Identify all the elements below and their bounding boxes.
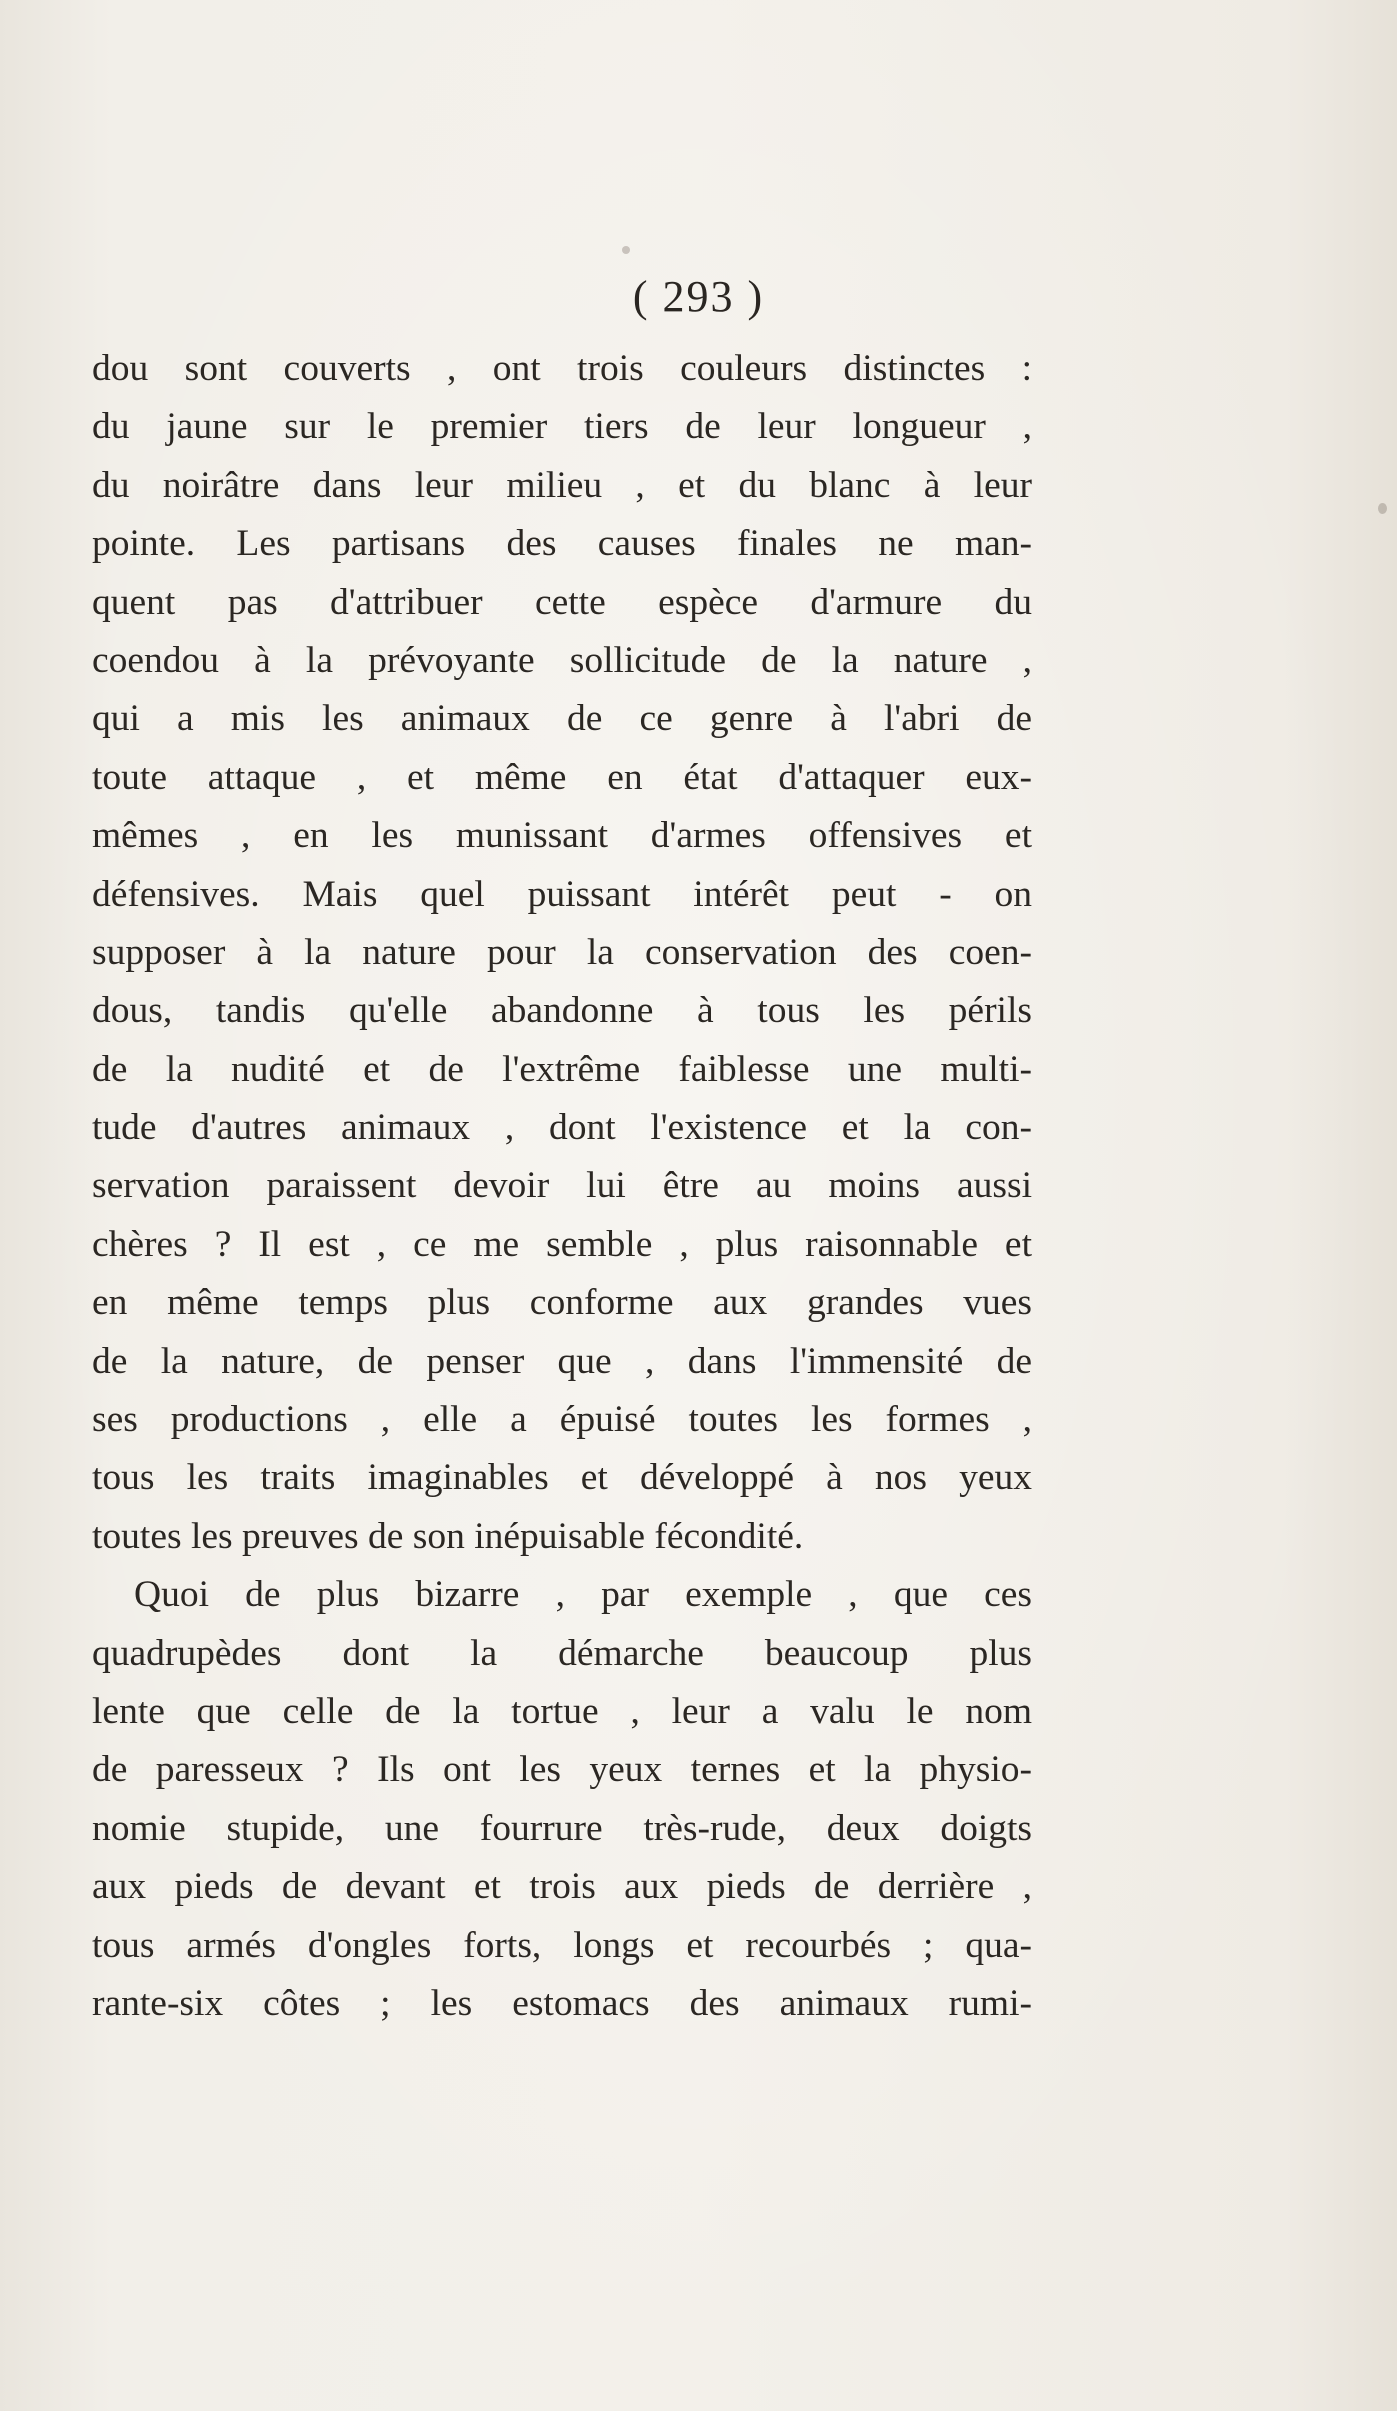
- text-line: du jaune sur le premier tiers de leur longueur ,: [92, 406, 1032, 448]
- text-line: défensives. Mais quel puissant intérêt peut - on: [92, 873, 1032, 915]
- text-line: nomie stupide, une fourrure très-rude, deux doigts: [92, 1807, 1032, 1849]
- text-line: lente que celle de la tortue , leur a valu le nom: [92, 1690, 1032, 1732]
- ink-speck: [622, 246, 630, 254]
- text-line: Quoi de plus bizarre , par exemple , que ces: [134, 1574, 1032, 1616]
- text-line: de paresseux ? Ils ont les yeux ternes et la physio-: [92, 1749, 1032, 1791]
- body-text: [92, 340, 1032, 2033]
- text-line: dous, tandis qu'elle abandonne à tous les périls: [92, 990, 1032, 1032]
- text-line: en même temps plus conforme aux grandes vues: [92, 1282, 1032, 1324]
- text-line: tous armés d'ongles forts, longs et recourbés ; qua-: [92, 1924, 1032, 1966]
- text-line: coendou à la prévoyante sollicitude de la nature ,: [92, 639, 1032, 681]
- text-line: quadrupèdes dont la démarche beaucoup plus: [92, 1632, 1032, 1674]
- text-line: dou sont couverts , ont trois couleurs distinctes :: [92, 348, 1032, 389]
- text-line: ses productions , elle a épuisé toutes les formes ,: [92, 1399, 1032, 1441]
- text-line: rante-six côtes ; les estomacs des animaux rumi-: [92, 1982, 1032, 2024]
- page-number: ( 293 ): [632, 272, 765, 321]
- text-line: qui a mis les animaux de ce genre à l'abri de: [92, 698, 1032, 740]
- text-line: toute attaque , et même en état d'attaquer eux-: [92, 756, 1032, 798]
- text-line: quent pas d'attribuer cette espèce d'armure du: [92, 581, 1032, 623]
- text-line: toutes les preuves de son inépuisable fécondité.: [92, 1515, 804, 1557]
- text-line: de la nature, de penser que , dans l'immensité de: [92, 1340, 1032, 1382]
- text-line: du noirâtre dans leur milieu , et du blanc à leur: [92, 464, 1032, 506]
- text-line: pointe. Les partisans des causes finales ne man-: [92, 523, 1032, 565]
- text-line: chères ? Il est , ce me semble , plus raisonnable et: [92, 1223, 1032, 1265]
- ink-speck: [1378, 503, 1387, 514]
- text-line: supposer à la nature pour la conservation des coen-: [92, 931, 1032, 973]
- text-line: de la nudité et de l'extrême faiblesse une multi-: [92, 1048, 1032, 1090]
- text-line: mêmes , en les munissant d'armes offensives et: [92, 815, 1032, 857]
- text-line: aux pieds de devant et trois aux pieds de derrière ,: [92, 1866, 1032, 1908]
- text-line: servation paraissent devoir lui être au moins aussi: [92, 1165, 1032, 1207]
- text-line: tous les traits imaginables et développé à nos yeux: [92, 1457, 1032, 1499]
- text-line: tude d'autres animaux , dont l'existence et la con-: [92, 1107, 1032, 1149]
